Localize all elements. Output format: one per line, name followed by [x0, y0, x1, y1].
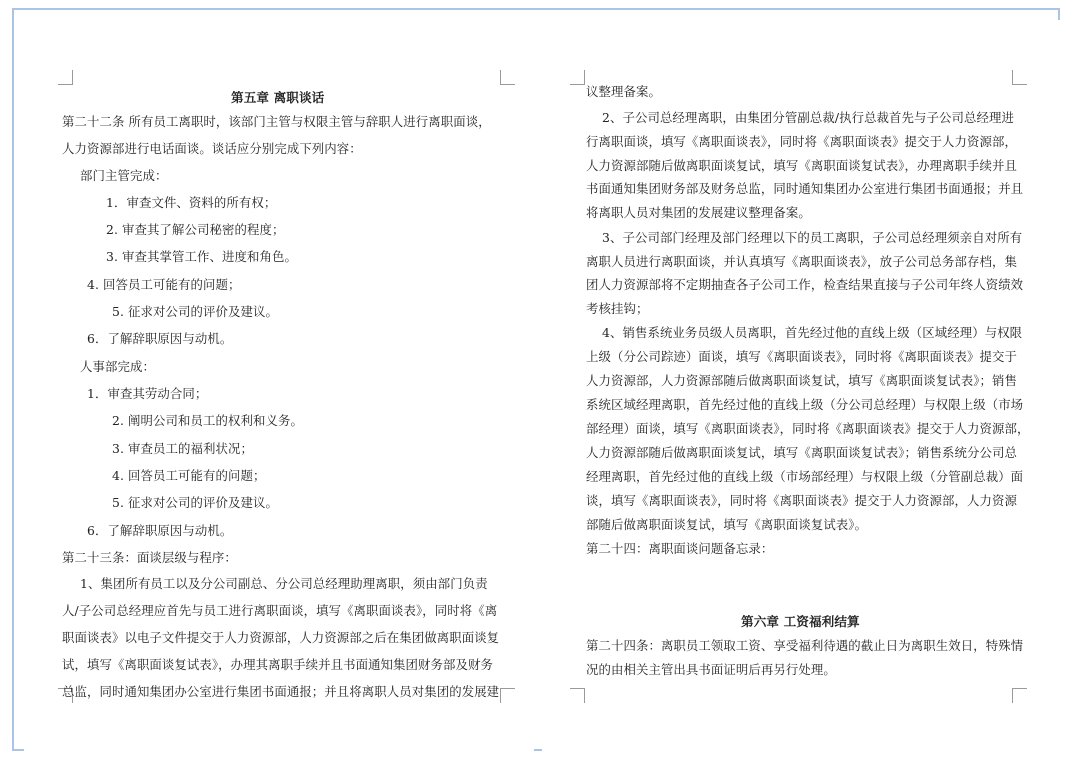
text-line: 谈，填写《离职面谈表》，同时将《离职面谈表》提交于人力资源部，人力资源 — [586, 493, 1017, 508]
text-line: 议整理备案。 — [586, 84, 661, 99]
text-line: 1．审查其劳动合同； — [87, 386, 208, 401]
text-line: 离职人员进行离职面谈，并认真填写《离职面谈表》，放子公司总务部存档，集 — [586, 254, 1017, 269]
text-line: 经理离职，首先经过他的直线上级（市场部经理）与权限上级（分管副总裁）面 — [586, 469, 1024, 484]
right-page — [542, 20, 1062, 753]
text-line: 人力资源部进行电话面谈。谈话应分别完成下列内容： — [62, 141, 362, 156]
text-line: 5. 征求对公司的评价及建议。 — [112, 495, 278, 510]
text-line: 4. 回答员工可能有的问题； — [87, 277, 241, 292]
text-line: 上级（分公司踪迹）面谈，填写《离职面谈表》，同时将《离职面谈表》提交于 — [586, 349, 1017, 364]
text-line: 将离职人员对集团的发展建议整理备案。 — [586, 205, 811, 220]
text-line: 人力资源部，人力资源部随后做离职面谈复试，填写《离职面谈复试表》；销售 — [586, 373, 1017, 388]
text-line: 5. 征求对公司的评价及建议。 — [112, 304, 278, 319]
text-line: 2. 阐明公司和员工的权利和义务。 — [112, 413, 303, 428]
text-line: 人力资源部随后做离职面谈复试，填写《离职面谈复试表》，办理离职手续并且 — [586, 158, 1017, 173]
chapter-heading: 第五章 离职谈话 — [231, 90, 325, 105]
corner-mark-top-left — [570, 70, 585, 85]
corner-mark-bottom-right — [500, 688, 515, 703]
text-line: 1．审查文件、资料的所有权； — [106, 195, 277, 210]
corner-mark-bottom-left — [570, 688, 585, 703]
corner-mark-top-right — [500, 70, 515, 85]
text-line: 职面谈表》以电子文件提交于人力资源部，人力资源部之后在集团做离职面谈复 — [62, 630, 500, 645]
corner-mark-top-right — [1012, 70, 1027, 85]
text-line: 第二十四条：离职员工领取工资、享受福利待遇的截止日为离职生效日，特殊情 — [586, 638, 1024, 653]
document-viewport[interactable] — [12, 8, 1060, 751]
text-line: 团人力资源部将不定期抽查各子公司工作，检查结果直接与子公司年终人资绩效 — [586, 277, 1024, 292]
text-line: 2. 审查其了解公司秘密的程度； — [106, 222, 285, 237]
text-line: 第二十四：离职面谈问题备忘录： — [586, 541, 774, 556]
text-line: 部门主管完成： — [80, 168, 168, 183]
left-page — [24, 20, 534, 753]
text-line: 6．了解辞职原因与动机。 — [87, 523, 233, 538]
text-line: 人力资源部随后做离职面谈复试，填写《离职面谈复试表》；销售系统分公司总 — [586, 445, 1017, 460]
chapter-heading: 第六章 工资福利结算 — [741, 614, 860, 629]
text-line: 系统区域经理离职，首先经过他的直线上级（分公司总经理）与权限上级（市场 — [586, 397, 1024, 412]
text-line: 人事部完成： — [80, 359, 155, 374]
text-line: 考核挂钩； — [586, 301, 649, 316]
text-line: 3、子公司部门经理及部门经理以下的员工离职，子公司总经理须亲自对所有 — [602, 230, 1023, 245]
text-line: 人/子公司总经理应首先与员工进行离职面谈，填写《离职面谈表》，同时将《离 — [62, 603, 498, 618]
text-line: 第二十三条：面谈层级与程序： — [62, 550, 237, 565]
text-line: 4、销售系统业务员级人员离职，首先经过他的直线上级（区域经理）与权限 — [602, 325, 1023, 340]
text-line: 2、子公司总经理离职，由集团分管副总裁/执行总裁首先与子公司总经理进 — [602, 110, 1014, 125]
text-line: 试，填写《离职面谈复试表》，办理其离职手续并且书面通知集团财务部及财务 — [62, 657, 493, 672]
text-line: 行离职面谈，填写《离职面谈表》，同时将《离职面谈表》提交于人力资源部， — [586, 134, 1017, 149]
corner-mark-top-left — [58, 70, 73, 85]
text-line: 部随后做离职面谈复试，填写《离职面谈复试表》。 — [586, 517, 868, 532]
text-line: 部经理）面谈，填写《离职面谈表》，同时将《离职面谈表》提交于人力资源部， — [586, 421, 1030, 436]
text-line: 况的由相关主管出具书面证明后再另行处理。 — [586, 662, 836, 677]
text-line: 3. 审查员工的福利状况； — [112, 441, 253, 456]
text-line: 4. 回答员工可能有的问题； — [112, 468, 266, 483]
text-line: 书面通知集团财务部及财务总监，同时通知集团办公室进行集团书面通报；并且 — [586, 181, 1024, 196]
corner-mark-bottom-right — [1012, 688, 1027, 703]
text-line: 总监，同时通知集团办公室进行集团书面通报；并且将离职人员对集团的发展建 — [62, 684, 500, 699]
text-line: 3. 审查其掌管工作、进度和角色。 — [106, 249, 297, 264]
text-line: 第二十二条 所有员工离职时，该部门主管与权限主管与辞职人进行离职面谈， — [62, 114, 491, 129]
text-line: 1、集团所有员工以及分公司副总、分公司总经理助理离职，须由部门负责 — [80, 576, 488, 591]
text-line: 6．了解辞职原因与动机。 — [87, 331, 233, 346]
